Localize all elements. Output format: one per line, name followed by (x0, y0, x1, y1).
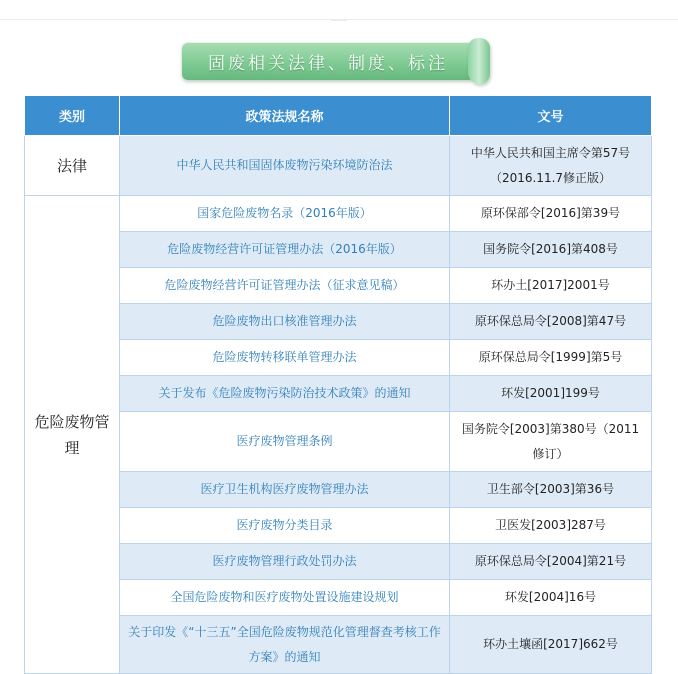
policy-name-link[interactable]: 医疗卫生机构医疗废物管理办法 (120, 472, 450, 508)
policy-name-link[interactable]: 关于印发《“十三五”全国危险废物规范化管理督查考核工作方案》的通知 (120, 616, 450, 674)
table-row (25, 472, 652, 508)
table-row (25, 196, 652, 232)
table-row (25, 268, 652, 304)
policy-table (24, 95, 652, 674)
document-number: 原环保部令[2016]第39号 (450, 196, 652, 232)
document-number: 原环保总局令[2004]第21号 (450, 544, 652, 580)
policy-name-link[interactable]: 危险废物转移联单管理办法 (120, 340, 450, 376)
document-number: 国务院令[2016]第408号 (450, 232, 652, 268)
document-number: 原环保总局令[1999]第5号 (450, 340, 652, 376)
section-banner (182, 38, 496, 86)
table-row (25, 412, 652, 472)
document-number: 环发[2001]199号 (450, 376, 652, 412)
banner-title: 固废相关法律、制度、标注 (182, 42, 474, 80)
table-row (25, 304, 652, 340)
category-cell: 法律 (25, 136, 120, 196)
table-row (25, 376, 652, 412)
header-name: 政策法规名称 (120, 96, 450, 136)
document-number: 环办土[2017]2001号 (450, 268, 652, 304)
table-row (25, 508, 652, 544)
policy-name-link[interactable]: 全国危险废物和医疗废物处置设施建设规划 (120, 580, 450, 616)
table-header-row (25, 96, 652, 136)
policy-name-link[interactable]: 国家危险废物名录（2016年版） (120, 196, 450, 232)
policy-name-link[interactable]: 危险废物经营许可证管理办法（征求意见稿） (120, 268, 450, 304)
policy-name-link[interactable]: 中华人民共和国固体废物污染环境防治法 (120, 136, 450, 196)
header-number: 文号 (450, 96, 652, 136)
table-row (25, 544, 652, 580)
policy-name-link[interactable]: 危险废物经营许可证管理办法（2016年版） (120, 232, 450, 268)
policy-name-link[interactable]: 危险废物出口核准管理办法 (120, 304, 450, 340)
document-number: 原环保总局令[2008]第47号 (450, 304, 652, 340)
table-row (25, 580, 652, 616)
table-row (25, 232, 652, 268)
category-cell: 危险废物管理 (25, 196, 120, 674)
policy-name-link[interactable]: 医疗废物分类目录 (120, 508, 450, 544)
policy-name-link[interactable]: 医疗废物管理条例 (120, 412, 450, 472)
table-row (25, 136, 652, 196)
document-number: 中华人民共和国主席令第57号（2016.11.7修正版） (450, 136, 652, 196)
document-number: 卫生部令[2003]第36号 (450, 472, 652, 508)
document-number: 环发[2004]16号 (450, 580, 652, 616)
header-category: 类别 (25, 96, 120, 136)
banner-scroll-curl (468, 38, 490, 84)
document-number: 国务院令[2003]第380号（2011修订） (450, 412, 652, 472)
policy-name-link[interactable]: 关于发布《危险废物污染防治技术政策》的通知 (120, 376, 450, 412)
table-row (25, 616, 652, 674)
document-number: 环办土壤函[2017]662号 (450, 616, 652, 674)
divider-notch (331, 12, 347, 21)
table-row (25, 340, 652, 376)
document-number: 卫医发[2003]287号 (450, 508, 652, 544)
top-divider (0, 0, 678, 20)
policy-name-link[interactable]: 医疗废物管理行政处罚办法 (120, 544, 450, 580)
